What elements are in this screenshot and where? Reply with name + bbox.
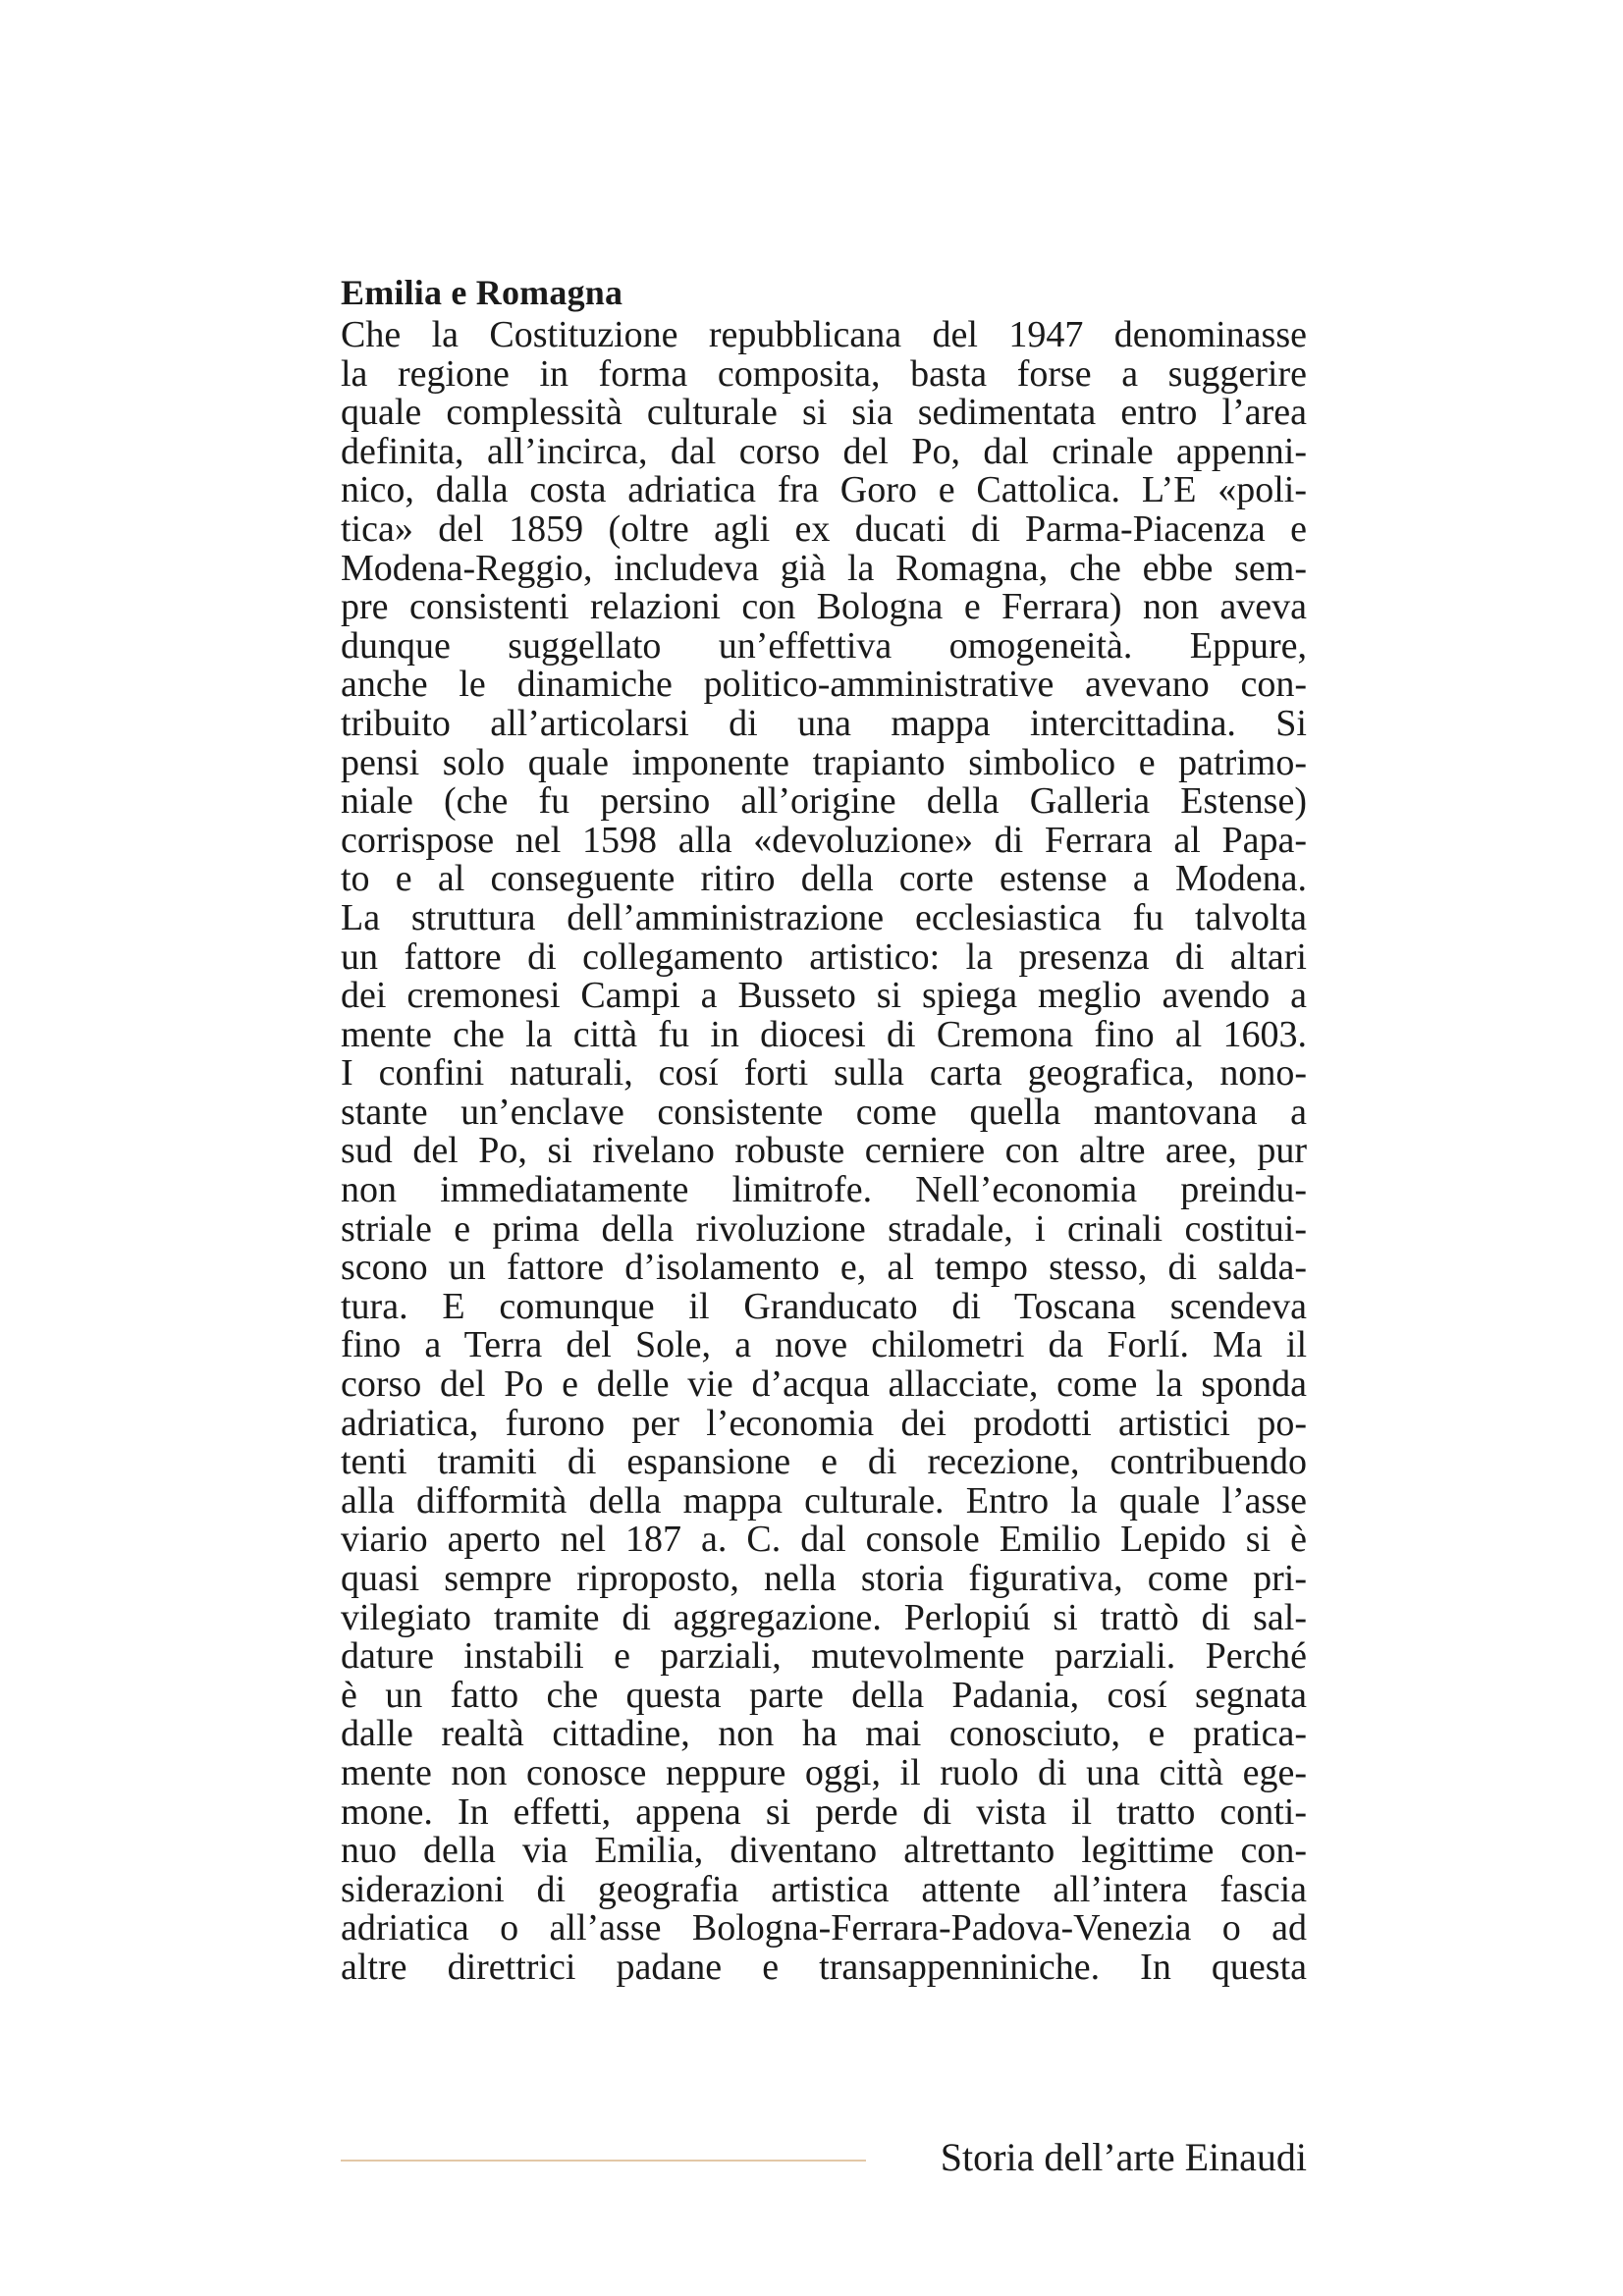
text-line: fino a Terra del Sole, a nove chilometri da Forlí. Ma il <box>341 1326 1307 1366</box>
text-line: Che la Costituzione repubblicana del 1947 denominasse <box>341 316 1307 355</box>
text-line: definita, all’incirca, dal corso del Po, dal crinale appenni- <box>341 432 1307 472</box>
text-line: nuo della via Emilia, diventano altrettanto legittime con- <box>341 1832 1307 1871</box>
text-line: vilegiato tramite di aggregazione. Perlopiú si trattò di sal- <box>341 1598 1307 1638</box>
main-content <box>341 271 1307 1988</box>
text-line: quasi sempre riproposto, nella storia figurativa, come pri- <box>341 1560 1307 1599</box>
text-line: La struttura dell’amministrazione ecclesiastica fu talvolta <box>341 898 1307 938</box>
text-line: è un fatto che questa parte della Padania, cosí segnata <box>341 1676 1307 1716</box>
text-line: alla difformità della mappa culturale. Entro la quale l’asse <box>341 1481 1307 1522</box>
text-line: mone. In effetti, appena si perde di vista il tratto conti- <box>341 1792 1307 1833</box>
text-line: tica» del 1859 (oltre agli ex ducati di Parma-Piacenza e <box>341 509 1307 550</box>
text-line: tenti tramiti di espansione e di recezione, contribuendo <box>341 1443 1307 1482</box>
body-paragraph <box>341 316 1307 1988</box>
text-line: dalle realtà cittadine, non ha mai conosciuto, e pratica- <box>341 1715 1307 1754</box>
text-line: scono un fattore d’isolamento e, al tempo stesso, di salda- <box>341 1249 1307 1288</box>
text-line: sud del Po, si rivelano robuste cerniere con altre aree, pur <box>341 1132 1307 1172</box>
text-line: viario aperto nel 187 a. C. dal console Emilio Lepido si è <box>341 1521 1307 1560</box>
text-line: non immediatamente limitrofe. Nell’economia preindu- <box>341 1171 1307 1210</box>
text-line: anche le dinamiche politico-amministrative avevano con- <box>341 666 1307 705</box>
text-line: altre direttrici padane e transappenniniche. In questa <box>341 1948 1307 1988</box>
text-line: to e al conseguente ritiro della corte estense a Modena. <box>341 860 1307 899</box>
text-line: mente non conosce neppure oggi, il ruolo di una città ege- <box>341 1753 1307 1793</box>
footer-title: Storia dell’arte Einaudi <box>940 2135 1307 2179</box>
text-line: adriatica o all’asse Bologna-Ferrara-Padova-Venezia o ad <box>341 1909 1307 1949</box>
text-line: adriatica, furono per l’economia dei prodotti artistici po- <box>341 1404 1307 1444</box>
text-line: dunque suggellato un’effettiva omogeneità. Eppure, <box>341 626 1307 667</box>
text-line: nico, dalla costa adriatica fra Goro e Cattolica. L’E «poli- <box>341 471 1307 510</box>
text-line: stante un’enclave consistente come quella mantovana a <box>341 1093 1307 1133</box>
text-line: pre consistenti relazioni con Bologna e Ferrara) non aveva <box>341 588 1307 627</box>
text-line: striale e prima della rivoluzione stradale, i crinali costitui- <box>341 1209 1307 1250</box>
text-line: dature instabili e parziali, mutevolmente parziali. Perché <box>341 1637 1307 1677</box>
text-line: niale (che fu persino all’origine della Galleria Estense) <box>341 782 1307 822</box>
text-line: dei cremonesi Campi a Busseto si spiega meglio avendo a <box>341 977 1307 1016</box>
text-line: un fattore di collegamento artistico: la presenza di altari <box>341 937 1307 978</box>
text-line: mente che la città fu in diocesi di Cremona fino al 1603. <box>341 1015 1307 1055</box>
text-line: la regione in forma composita, basta forse a suggerire <box>341 354 1307 395</box>
text-line: I confini naturali, cosí forti sulla carta geografica, nono- <box>341 1054 1307 1094</box>
footer-divider <box>341 2160 866 2162</box>
text-line: corso del Po e delle vie d’acqua allacciate, come la sponda <box>341 1365 1307 1405</box>
text-line: tribuito all’articolarsi di una mappa intercittadina. Si <box>341 704 1307 744</box>
text-line: pensi solo quale imponente trapianto simbolico e patrimo- <box>341 743 1307 783</box>
text-line: quale complessità culturale si sia sedimentata entro l’area <box>341 394 1307 433</box>
page-footer <box>341 2130 1307 2189</box>
text-line: tura. E comunque il Granducato di Toscana scendeva <box>341 1287 1307 1327</box>
text-line: siderazioni di geografia artistica attente all’intera fascia <box>341 1870 1307 1910</box>
section-heading: Emilia e Romagna <box>341 273 623 312</box>
text-line: Modena-Reggio, includeva già la Romagna, che ebbe sem- <box>341 549 1307 589</box>
text-line: corrispose nel 1598 alla «devoluzione» di Ferrara al Papa- <box>341 821 1307 861</box>
